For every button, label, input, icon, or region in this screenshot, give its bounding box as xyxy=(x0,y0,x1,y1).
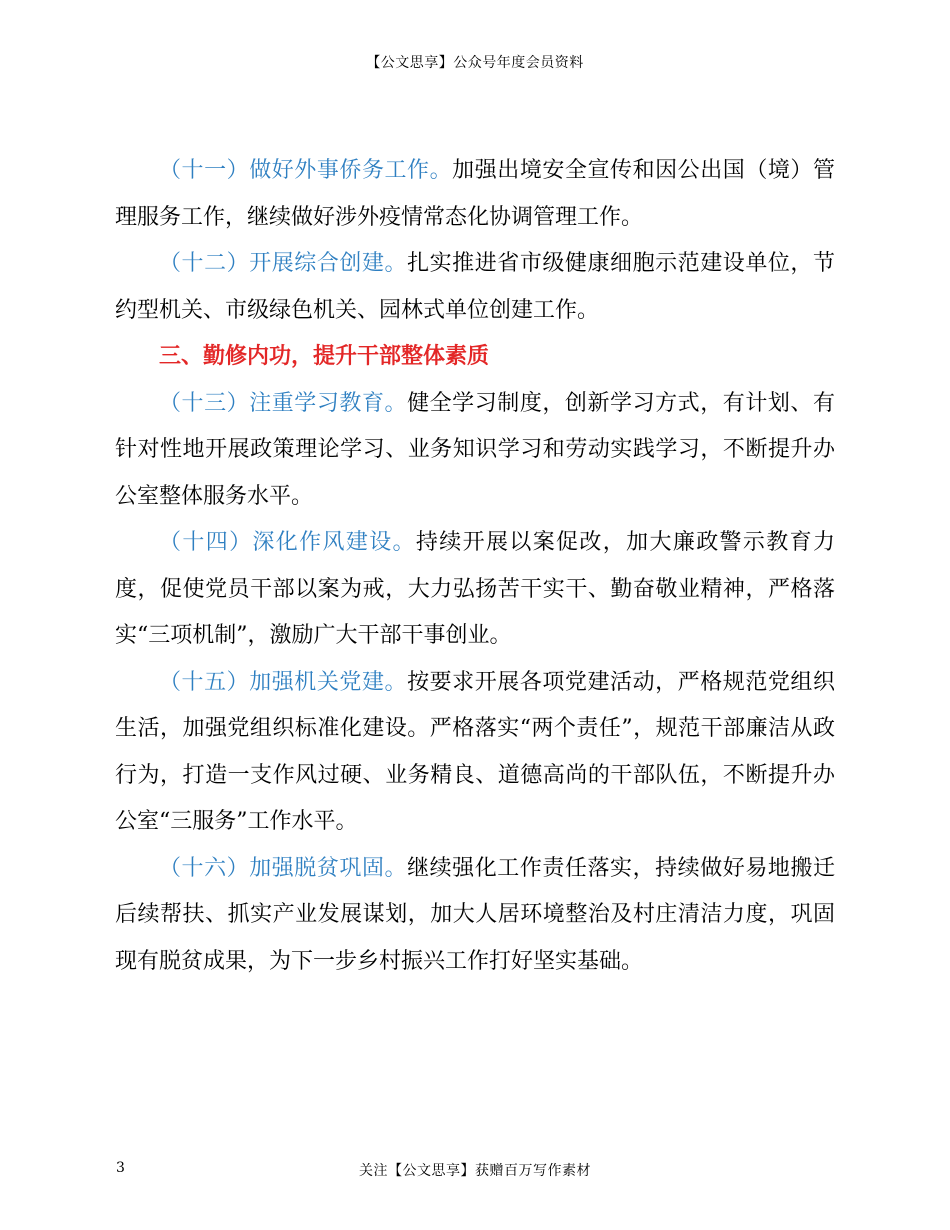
paragraph-text: 加强出境安全宣传和因公出国（境）管理服务工作，继续做好涉外疫情常态化协调管理工作。 xyxy=(115,158,835,230)
paragraph-text: 按要求开展各项党建活动，严格规范党组织生活，加强党组织标准化建设。严格落实“两个责任”，规范干部廉洁从政行为，打造一支作风过硬、业务精良、道德高尚的干部队伍，不断提升办公室“三服务”工作水平。 xyxy=(115,669,835,834)
paragraph-lead: （十二）开展综合创建。 xyxy=(159,251,408,276)
paragraph-lead: （十五）加强机关党建。 xyxy=(159,669,408,695)
paragraph-12 xyxy=(115,241,835,334)
paragraph-text: 继续强化工作责任落实，持续做好易地搬迁后续帮扶、抓实产业发展谋划，加大人居环境整治及村庄清洁力度，巩固现有脱贫成果，为下一步乡村振兴工作打好坚实基础。 xyxy=(115,855,835,974)
paragraph-15 xyxy=(115,660,835,846)
document-body xyxy=(115,148,835,985)
paragraph-text: 持续开展以案促改，加大廉政警示教育力度，促使党员干部以案为戒，大力弘扬苦干实干、勤奋敬业精神，严格落实“三项机制”，激励广大干部干事创业。 xyxy=(115,530,835,648)
paragraph-11 xyxy=(115,148,835,241)
paragraph-text: 健全学习制度，创新学习方式，有计划、有针对性地开展政策理论学习、业务知识学习和劳动实践学习，不断提升办公室整体服务水平。 xyxy=(115,390,835,509)
paragraph-14 xyxy=(115,520,835,660)
paragraph-13 xyxy=(115,381,835,521)
paragraph-lead: （十六）加强脱贫巩固。 xyxy=(159,855,408,881)
page-footer: 关注【公文思享】获赠百万写作素材 xyxy=(359,1163,591,1179)
paragraph-16 xyxy=(115,846,835,986)
section-heading: 三、勤修内功，提升干部整体素质 xyxy=(159,344,490,369)
paragraph-text: 扎实推进省市级健康细胞示范建设单位，节约型机关、市级绿色机关、园林式单位创建工作。 xyxy=(115,251,835,323)
page-number: 3 xyxy=(116,1160,125,1176)
page-header: 【公文思享】公众号年度会员资料 xyxy=(366,55,584,71)
paragraph-lead: （十四）深化作风建设。 xyxy=(159,530,416,555)
paragraph-lead: （十三）注重学习教育。 xyxy=(159,390,408,416)
paragraph-lead: （十一）做好外事侨务工作。 xyxy=(159,158,453,183)
